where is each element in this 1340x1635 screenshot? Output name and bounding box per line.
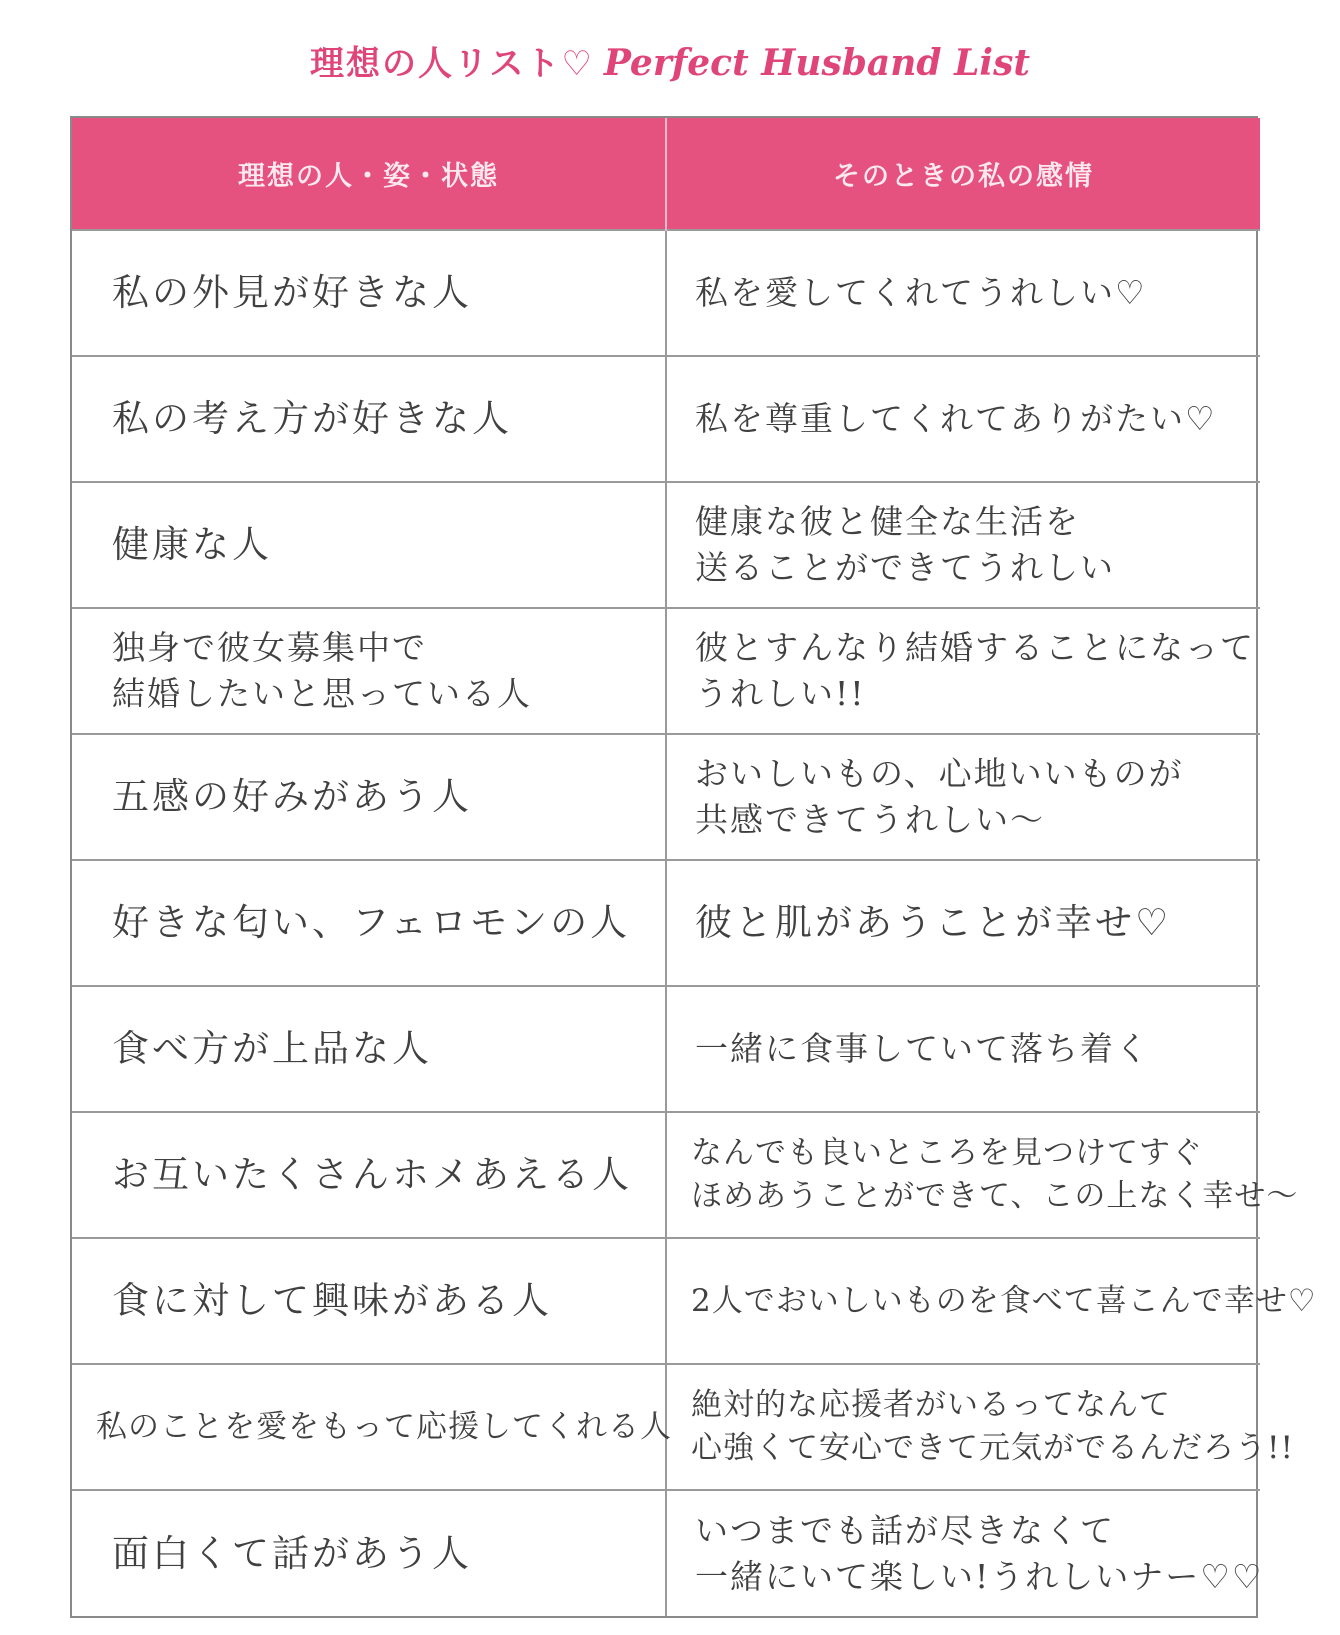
ideal-cell-line: 面白くて話があう人 — [112, 1531, 472, 1575]
ideal-cell-line: 私のことを愛をもって応援してくれる人 — [96, 1408, 672, 1445]
table-row — [72, 860, 1260, 986]
header-feeling: そのときの私の感情 — [666, 118, 1260, 230]
feeling-cell-line: 健康な彼と健全な生活を — [695, 502, 1080, 542]
feeling-cell-line: 送ることができてうれしい — [695, 548, 1115, 587]
feeling-cell — [666, 1112, 1299, 1238]
ideal-cell-line: 食に対して興味がある人 — [112, 1279, 552, 1323]
feeling-cell-line: 一緒にいて楽しい!うれしいナー♡♡ — [695, 1556, 1264, 1596]
ideal-cell — [72, 734, 666, 860]
ideal-cell-line: 結婚したいと思っている人 — [112, 674, 532, 713]
feeling-cell-line: 絶対的な応援者がいるってなんて — [691, 1387, 1171, 1424]
table-row — [72, 608, 1260, 734]
table-body — [72, 230, 1317, 1616]
feeling-cell — [666, 986, 1260, 1112]
feeling-cell — [666, 608, 1260, 734]
ideal-cell-line: 健康な人 — [112, 523, 272, 567]
feeling-cell — [666, 1238, 1317, 1364]
feeling-cell-line: 一緒に食事していて落ち着く — [695, 1029, 1150, 1069]
table-row — [72, 482, 1260, 608]
ideal-cell — [72, 860, 666, 986]
feeling-cell-line: うれしい!! — [695, 674, 866, 713]
ideal-cell-line: 独身で彼女募集中で — [112, 628, 427, 668]
feeling-cell — [666, 734, 1260, 860]
ideal-cell — [72, 1490, 666, 1616]
feeling-cell-line: 2人でおいしいものを食べて喜こんで幸せ♡ — [691, 1282, 1317, 1319]
table-row — [72, 1112, 1260, 1238]
ideal-cell-line: 五感の好みがあう人 — [112, 775, 472, 819]
feeling-cell-line: 私を愛してくれてうれしい♡ — [695, 273, 1147, 313]
ideal-list-table — [72, 118, 1317, 1616]
table-row — [72, 734, 1260, 860]
feeling-cell-line: 彼とすんなり結婚することになって — [695, 628, 1255, 668]
feeling-cell-line: 彼と肌があうことが幸せ♡ — [695, 901, 1172, 945]
feeling-cell — [666, 860, 1260, 986]
ideal-cell — [72, 986, 666, 1112]
table-row — [72, 230, 1260, 356]
feeling-cell — [666, 1490, 1264, 1616]
feeling-cell-line: おいしいもの、心地いいものが — [695, 754, 1184, 794]
feeling-cell-line: 私を尊重してくれてありがたい♡ — [695, 399, 1217, 439]
ideal-cell — [72, 608, 666, 734]
ideal-cell — [72, 356, 666, 482]
ideal-cell-line: 食べ方が上品な人 — [112, 1027, 432, 1071]
table-row — [72, 986, 1260, 1112]
feeling-cell-line: 心強くて安心できて元気がでるんだろう!! — [691, 1430, 1294, 1466]
ideal-cell-line: 私の外見が好きな人 — [112, 271, 472, 315]
table-row — [72, 1490, 1260, 1616]
ideal-cell-line: お互いたくさんホメあえる人 — [112, 1153, 632, 1197]
page-title-en: Perfect Husband List — [603, 42, 1030, 84]
page-title — [0, 36, 1340, 85]
header-ideal: 理想の人・姿・状態 — [72, 118, 666, 230]
ideal-cell-line: 好きな匂い、フェロモンの人 — [112, 901, 631, 945]
table-row — [72, 356, 1260, 482]
page-title-jp: 理想の人リスト♡ — [310, 44, 594, 84]
ideal-cell — [72, 1112, 666, 1238]
ideal-cell — [72, 1238, 666, 1364]
table-row — [72, 1238, 1260, 1364]
ideal-cell — [72, 1364, 672, 1490]
ideal-list-sheet — [70, 116, 1317, 1618]
feeling-cell-line: なんでも良いところを見つけてすぐ — [691, 1135, 1203, 1172]
table-header-row — [72, 118, 1260, 230]
ideal-cell — [72, 482, 666, 608]
feeling-cell — [666, 356, 1260, 482]
feeling-cell-line: ほめあうことができて、この上なく幸せ〜 — [691, 1178, 1299, 1214]
feeling-cell-line: いつまでも話が尽きなくて — [695, 1510, 1115, 1550]
feeling-cell-line: 共感できてうれしい〜 — [695, 800, 1045, 839]
feeling-cell — [666, 230, 1260, 356]
feeling-cell — [666, 1364, 1294, 1490]
feeling-cell — [666, 482, 1260, 608]
table-row — [72, 1364, 1260, 1490]
ideal-cell-line: 私の考え方が好きな人 — [112, 397, 512, 441]
ideal-cell — [72, 230, 666, 356]
